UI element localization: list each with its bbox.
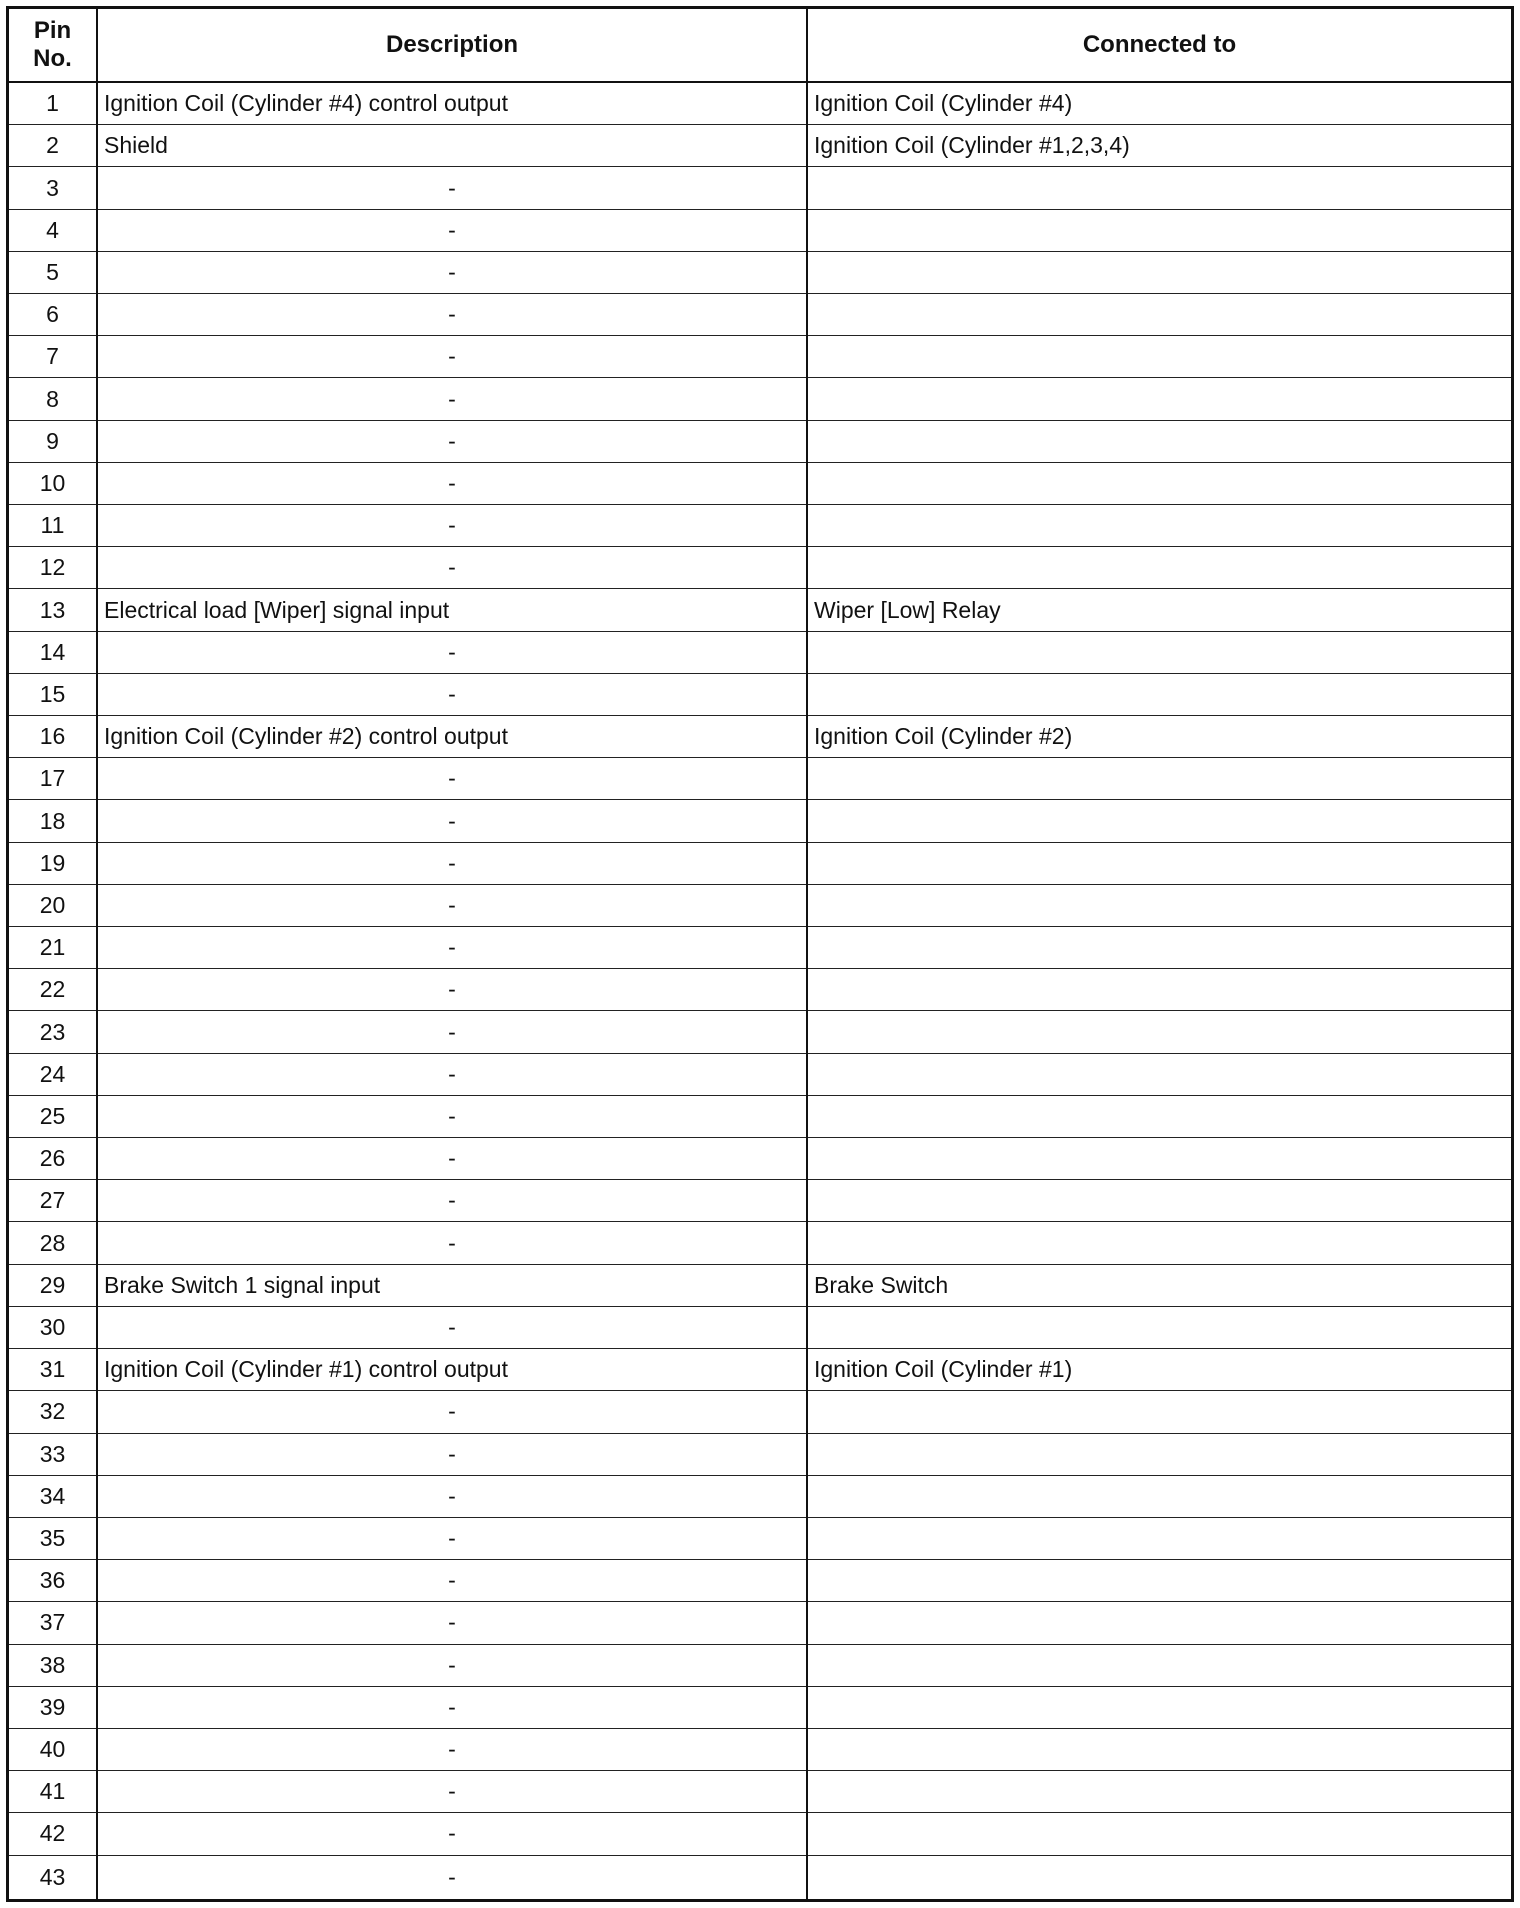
pin-number-cell: 15 (8, 673, 98, 715)
pin-number-cell: 20 (8, 884, 98, 926)
description-cell: - (97, 1138, 807, 1180)
table-row (8, 969, 1513, 1011)
pin-number-cell: 37 (8, 1602, 98, 1644)
description-cell: - (97, 1855, 807, 1900)
pin-number-cell: 25 (8, 1095, 98, 1137)
description-cell: - (97, 1771, 807, 1813)
description-cell: Ignition Coil (Cylinder #1) control output (97, 1349, 807, 1391)
table-row (8, 336, 1513, 378)
pin-number-cell: 12 (8, 547, 98, 589)
header-pin-line2: No. (33, 45, 72, 72)
description-cell: - (97, 1602, 807, 1644)
table-row (8, 125, 1513, 167)
table-row (8, 1222, 1513, 1264)
description-cell: - (97, 1222, 807, 1264)
pin-number-cell: 8 (8, 378, 98, 420)
pin-number-cell: 13 (8, 589, 98, 631)
pin-number-cell: 41 (8, 1771, 98, 1813)
description-cell: - (97, 1813, 807, 1855)
description-cell: - (97, 1095, 807, 1137)
connected-to-cell (807, 420, 1513, 462)
pin-number-cell: 22 (8, 969, 98, 1011)
pin-number-cell: 28 (8, 1222, 98, 1264)
table-row (8, 1433, 1513, 1475)
connected-to-cell (807, 1602, 1513, 1644)
table-row (8, 1053, 1513, 1095)
pin-number-cell: 42 (8, 1813, 98, 1855)
pin-number-cell: 29 (8, 1264, 98, 1306)
connected-to-cell (807, 1644, 1513, 1686)
connected-to-cell: Ignition Coil (Cylinder #1,2,3,4) (807, 125, 1513, 167)
connected-to-cell (807, 969, 1513, 1011)
table-row (8, 1855, 1513, 1900)
pin-number-cell: 10 (8, 462, 98, 504)
table-row (8, 589, 1513, 631)
description-cell: Electrical load [Wiper] signal input (97, 589, 807, 631)
pin-number-cell: 33 (8, 1433, 98, 1475)
description-cell: - (97, 1686, 807, 1728)
connected-to-cell (807, 1855, 1513, 1900)
connected-to-cell (807, 1053, 1513, 1095)
table-body (8, 82, 1513, 1901)
table-row (8, 842, 1513, 884)
table-row (8, 294, 1513, 336)
table-row (8, 167, 1513, 209)
table-row (8, 505, 1513, 547)
description-cell: - (97, 547, 807, 589)
pin-number-cell: 14 (8, 631, 98, 673)
pin-number-cell: 24 (8, 1053, 98, 1095)
pin-number-cell: 1 (8, 82, 98, 125)
connected-to-cell (807, 294, 1513, 336)
pin-number-cell: 34 (8, 1475, 98, 1517)
table-row (8, 462, 1513, 504)
pin-number-cell: 39 (8, 1686, 98, 1728)
table-row (8, 547, 1513, 589)
pin-number-cell: 23 (8, 1011, 98, 1053)
description-cell: - (97, 1306, 807, 1348)
description-cell: - (97, 209, 807, 251)
pin-number-cell: 17 (8, 758, 98, 800)
pin-connector-table (6, 6, 1514, 1902)
table-row (8, 1728, 1513, 1770)
connected-to-cell (807, 927, 1513, 969)
connected-to-cell: Wiper [Low] Relay (807, 589, 1513, 631)
connected-to-cell (807, 1138, 1513, 1180)
description-cell: - (97, 1053, 807, 1095)
pin-number-cell: 31 (8, 1349, 98, 1391)
table-row (8, 716, 1513, 758)
pin-number-cell: 7 (8, 336, 98, 378)
connected-to-cell (807, 167, 1513, 209)
table-row (8, 631, 1513, 673)
description-cell: - (97, 927, 807, 969)
connected-to-cell: Ignition Coil (Cylinder #1) (807, 1349, 1513, 1391)
connected-to-cell: Ignition Coil (Cylinder #4) (807, 82, 1513, 125)
connected-to-cell (807, 1095, 1513, 1137)
table-row (8, 1349, 1513, 1391)
table-row (8, 1264, 1513, 1306)
header-row (8, 8, 1513, 83)
pin-number-cell: 18 (8, 800, 98, 842)
description-cell: - (97, 1517, 807, 1559)
description-cell: - (97, 969, 807, 1011)
connected-to-cell (807, 505, 1513, 547)
table-row (8, 1813, 1513, 1855)
description-cell: Ignition Coil (Cylinder #2) control output (97, 716, 807, 758)
pin-number-cell: 4 (8, 209, 98, 251)
connected-to-cell (807, 800, 1513, 842)
header-pin-line1: Pin (33, 17, 72, 44)
description-cell: - (97, 1433, 807, 1475)
pin-number-cell: 21 (8, 927, 98, 969)
connected-to-cell (807, 1222, 1513, 1264)
connected-to-cell (807, 1728, 1513, 1770)
connected-to-cell (807, 758, 1513, 800)
table-row (8, 1011, 1513, 1053)
description-cell: - (97, 1644, 807, 1686)
description-cell: Shield (97, 125, 807, 167)
description-cell: - (97, 167, 807, 209)
table-row (8, 1686, 1513, 1728)
table-row (8, 1771, 1513, 1813)
pin-number-cell: 5 (8, 251, 98, 293)
description-cell: - (97, 336, 807, 378)
description-cell: - (97, 631, 807, 673)
description-cell: - (97, 673, 807, 715)
connected-to-cell (807, 378, 1513, 420)
pin-number-cell: 38 (8, 1644, 98, 1686)
table-row (8, 1180, 1513, 1222)
table-row (8, 927, 1513, 969)
table-row (8, 1644, 1513, 1686)
connected-to-cell (807, 1306, 1513, 1348)
connected-to-cell (807, 673, 1513, 715)
connected-to-cell (807, 1180, 1513, 1222)
description-cell: - (97, 800, 807, 842)
connected-to-cell: Ignition Coil (Cylinder #2) (807, 716, 1513, 758)
connected-to-cell (807, 1686, 1513, 1728)
table-row (8, 1138, 1513, 1180)
pin-number-cell: 11 (8, 505, 98, 547)
pin-number-cell: 35 (8, 1517, 98, 1559)
table-row (8, 1306, 1513, 1348)
description-cell: - (97, 1475, 807, 1517)
pin-number-cell: 26 (8, 1138, 98, 1180)
table-row (8, 251, 1513, 293)
table-row (8, 1391, 1513, 1433)
pin-number-cell: 16 (8, 716, 98, 758)
connected-to-cell (807, 547, 1513, 589)
header-connected-to: Connected to (807, 8, 1513, 83)
connected-to-cell (807, 462, 1513, 504)
pin-number-cell: 30 (8, 1306, 98, 1348)
connected-to-cell (807, 1771, 1513, 1813)
pin-number-cell: 2 (8, 125, 98, 167)
table-row (8, 209, 1513, 251)
pin-number-cell: 40 (8, 1728, 98, 1770)
connected-to-cell (807, 631, 1513, 673)
connected-to-cell (807, 336, 1513, 378)
pin-number-cell: 6 (8, 294, 98, 336)
description-cell: - (97, 420, 807, 462)
description-cell: - (97, 378, 807, 420)
table-header (8, 8, 1513, 83)
pin-number-cell: 19 (8, 842, 98, 884)
connected-to-cell (807, 1433, 1513, 1475)
pin-number-cell: 32 (8, 1391, 98, 1433)
connected-to-cell (807, 1560, 1513, 1602)
description-cell: Ignition Coil (Cylinder #4) control output (97, 82, 807, 125)
description-cell: - (97, 462, 807, 504)
description-cell: - (97, 505, 807, 547)
connected-to-cell (807, 209, 1513, 251)
connected-to-cell (807, 1813, 1513, 1855)
description-cell: - (97, 1560, 807, 1602)
description-cell: - (97, 842, 807, 884)
pin-number-cell: 3 (8, 167, 98, 209)
connected-to-cell (807, 884, 1513, 926)
table-row (8, 884, 1513, 926)
table-row (8, 1475, 1513, 1517)
description-cell: - (97, 1180, 807, 1222)
pin-number-cell: 43 (8, 1855, 98, 1900)
description-cell: - (97, 1391, 807, 1433)
header-description: Description (97, 8, 807, 83)
table-row (8, 378, 1513, 420)
description-cell: Brake Switch 1 signal input (97, 1264, 807, 1306)
description-cell: - (97, 1728, 807, 1770)
description-cell: - (97, 758, 807, 800)
pin-number-cell: 36 (8, 1560, 98, 1602)
table-row (8, 82, 1513, 125)
table-row (8, 1095, 1513, 1137)
header-pin-no (8, 8, 98, 83)
description-cell: - (97, 1011, 807, 1053)
pin-number-cell: 27 (8, 1180, 98, 1222)
table-row (8, 673, 1513, 715)
connected-to-cell (807, 842, 1513, 884)
connected-to-cell: Brake Switch (807, 1264, 1513, 1306)
connected-to-cell (807, 251, 1513, 293)
description-cell: - (97, 884, 807, 926)
connected-to-cell (807, 1391, 1513, 1433)
table-row (8, 800, 1513, 842)
table-row (8, 758, 1513, 800)
table-row (8, 1602, 1513, 1644)
table-row (8, 1517, 1513, 1559)
description-cell: - (97, 294, 807, 336)
table-row (8, 1560, 1513, 1602)
connected-to-cell (807, 1011, 1513, 1053)
description-cell: - (97, 251, 807, 293)
connected-to-cell (807, 1475, 1513, 1517)
connected-to-cell (807, 1517, 1513, 1559)
table-row (8, 420, 1513, 462)
pin-number-cell: 9 (8, 420, 98, 462)
